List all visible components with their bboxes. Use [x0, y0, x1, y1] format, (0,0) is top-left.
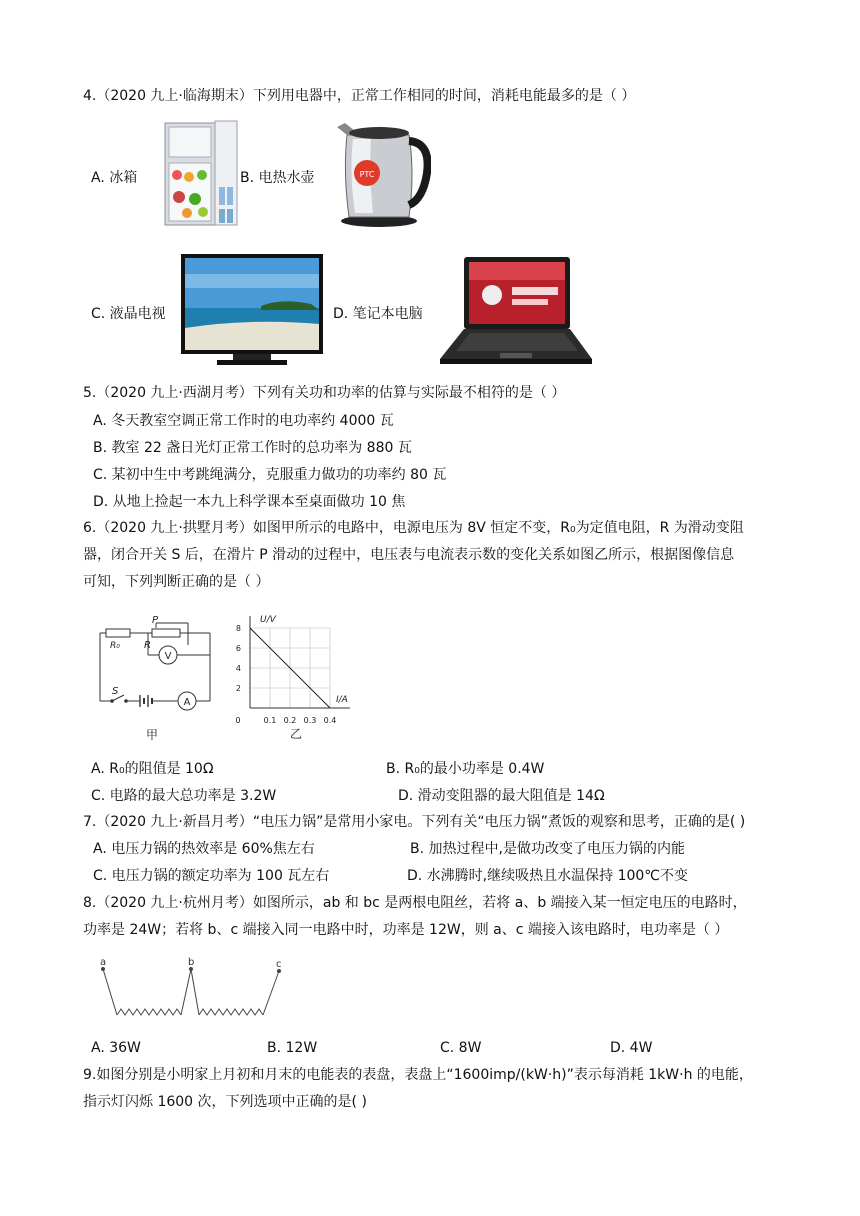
- circuit-diagram: [92, 615, 222, 745]
- q6-option-d: D. 滑动变阻器的最大阻值是 14Ω: [398, 788, 605, 804]
- kettle-badge-text: PTC: [359, 170, 375, 179]
- x-tick-label: 0.4: [323, 716, 337, 725]
- x-axis-label: I/A: [336, 695, 348, 705]
- label-r0: R₀: [110, 641, 120, 651]
- q4-stem: 4.（2020 九上·临海期末）下列用电器中，正常工作相同的时间，消耗电能最多的是（ ）: [83, 88, 636, 104]
- q8-option-a: A. 36W: [91, 1040, 141, 1056]
- wire-bc: [199, 1009, 263, 1015]
- chart-caption: 乙: [289, 727, 303, 741]
- q6-option-a: A. R₀的阻值是 10Ω: [91, 761, 214, 777]
- fridge-image: [157, 117, 239, 230]
- q4-option-b: B. 电热水壶: [240, 170, 315, 186]
- circuit-caption: 甲: [145, 728, 159, 742]
- y-tick-label: 8: [235, 624, 241, 633]
- lcd-tv-image: [181, 254, 323, 368]
- q9-stem-line-1: 9.如图分别是小明家上月初和月末的电能表的表盘，表盘上“1600imp/(kW·h)”表示每消耗 1kW·h 的电能，: [83, 1067, 753, 1083]
- y-axis-label: U/V: [260, 615, 276, 625]
- q5-option-a: A. 冬天教室空调正常工作时的电功率约 4000 瓦: [93, 413, 394, 429]
- rheostat-r-symbol: [152, 629, 180, 637]
- label-r: R: [144, 640, 151, 651]
- q7-option-c: C. 电压力锅的额定功率为 100 瓦左右: [93, 868, 330, 884]
- resistor-r0-symbol: [106, 629, 130, 637]
- q6-stem-line-1: 6.（2020 九上·拱墅月考）如图甲所示的电路中，电源电压为 8V 恒定不变，R₀为定值电阻，R 为滑动变阻: [83, 520, 744, 536]
- label-s: S: [112, 686, 119, 697]
- kettle-image: [333, 113, 431, 229]
- q5-stem: 5.（2020 九上·西湖月考）下列有关功和功率的估算与实际最不相符的是（ ）: [83, 385, 566, 401]
- q6-stem-line-3: 可知，下列判断正确的是（ ）: [83, 574, 270, 590]
- q5-option-b: B. 教室 22 盏日光灯正常工作时的总功率为 880 瓦: [93, 440, 412, 456]
- u-i-graph: [228, 610, 358, 745]
- label-p: P: [152, 615, 159, 626]
- terminal-c-label: c: [276, 959, 282, 970]
- terminal-a-label: a: [100, 957, 107, 968]
- label-a: A: [183, 697, 191, 708]
- q4-option-a: A. 冰箱: [91, 170, 138, 186]
- y-tick-label: 6: [235, 644, 241, 653]
- q8-stem-line-2: 功率是 24W；若将 b、c 端接入同一电路中时，功率是 12W，则 a、c 端接入该电路时，电功率是（ ）: [83, 922, 729, 938]
- q7-option-a: A. 电压力锅的热效率是 60%焦左右: [93, 841, 315, 857]
- q6-option-c: C. 电路的最大总功率是 3.2W: [91, 788, 277, 804]
- terminal-b-label: b: [188, 957, 195, 968]
- laptop-image: [438, 255, 594, 367]
- q8-option-c: C. 8W: [440, 1040, 482, 1056]
- q4-option-c: C. 液晶电视: [91, 306, 166, 322]
- resistance-wire-diagram: [95, 955, 295, 1025]
- q8-option-d: D. 4W: [610, 1040, 653, 1056]
- y-tick-label: 4: [235, 664, 241, 673]
- x-tick-label: 0.1: [263, 716, 277, 725]
- x-tick-label: 0.3: [303, 716, 317, 725]
- q5-option-d: D. 从地上捡起一本九上科学课本至桌面做功 10 焦: [93, 494, 406, 510]
- wire-ab: [117, 1009, 181, 1015]
- q9-stem-line-2: 指示灯闪烁 1600 次，下列选项中正确的是( ): [83, 1094, 367, 1110]
- q7-option-d: D. 水沸腾时,继续吸热且水温保持 100℃不变: [407, 868, 689, 884]
- q8-option-b: B. 12W: [267, 1040, 318, 1056]
- q4-option-d: D. 笔记本电脑: [333, 306, 423, 322]
- q7-stem: 7.（2020 九上·新昌月考）“电压力锅”是常用小家电。下列有关“电压力锅”煮饭的观察和思考，正确的是( ): [83, 814, 746, 830]
- x-tick-label: 0: [235, 716, 241, 725]
- q7-option-b: B. 加热过程中,是做功改变了电压力锅的内能: [410, 841, 685, 857]
- q5-option-c: C. 某初中生中考跳绳满分，克服重力做功的功率约 80 瓦: [93, 467, 447, 483]
- q6-stem-line-2: 器，闭合开关 S 后，在滑片 P 滑动的过程中，电压表与电流表示数的变化关系如图乙所示，根据图像信息: [83, 547, 735, 563]
- q6-option-b: B. R₀的最小功率是 0.4W: [386, 761, 545, 777]
- x-tick-label: 0.2: [283, 716, 297, 725]
- q8-stem-line-1: 8.（2020 九上·杭州月考）如图所示，ab 和 bc 是两根电阻丝，若将 a、b 端接入某一恒定电压的电路时，: [83, 895, 747, 911]
- y-tick-label: 2: [235, 684, 241, 693]
- label-v: V: [164, 651, 172, 662]
